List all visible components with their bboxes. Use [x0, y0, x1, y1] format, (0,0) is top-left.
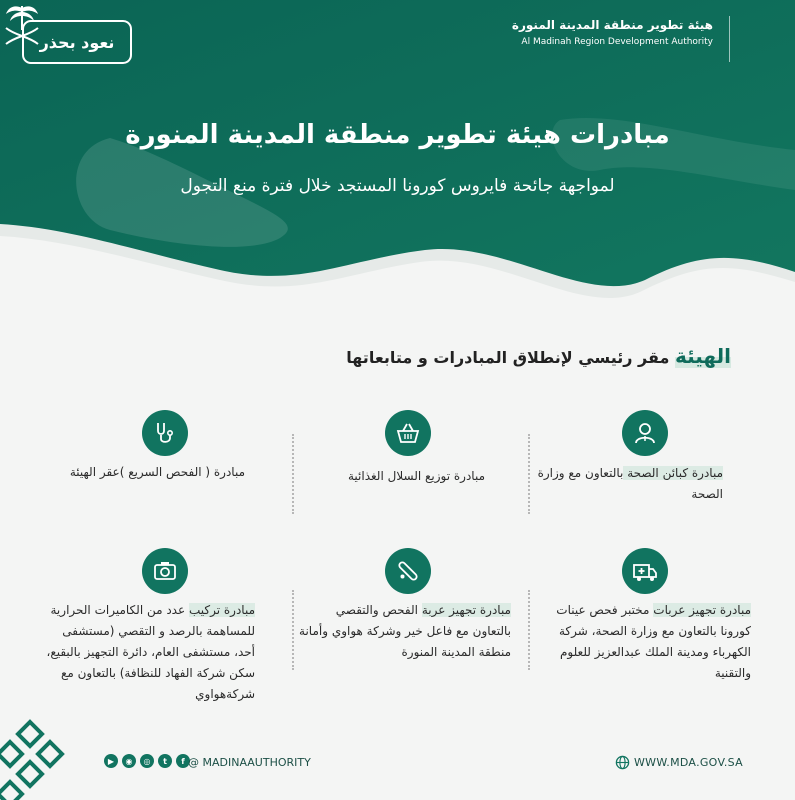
stethoscope-icon: [142, 410, 188, 456]
initiative-health-cabins-highlight: مبادرة كبائن الصحة: [623, 466, 723, 480]
campaign-badge: نعود بحذر: [22, 20, 132, 64]
ornament-icon: [0, 716, 70, 800]
twitter-icon[interactable]: t: [158, 754, 172, 768]
initiative-testing-vehicle: [299, 600, 511, 663]
initiative-testing-vehicle-highlight: مبادرة تجهيز عربة: [421, 603, 511, 617]
page-title: مبادرات هيئة تطوير منطقة المدينة المنورة: [125, 120, 670, 150]
instagram-icon[interactable]: ◎: [140, 754, 154, 768]
initiative-food-baskets: [275, 466, 485, 487]
initiative-thermal-cameras-highlight: مبادرة تركيب: [188, 603, 255, 617]
facebook-icon[interactable]: f: [176, 754, 190, 768]
header-divider: [729, 16, 730, 62]
authority-name-ar: هيئة تطوير منطقة المدينة المنورة: [511, 18, 713, 32]
page-subtitle: لمواجهة جائحة فايروس كورونا المستجد خلال فترة منع التجول: [180, 176, 615, 196]
initiative-rapid-test: [25, 462, 245, 483]
camera-icon: [142, 548, 188, 594]
basket-icon: [385, 410, 431, 456]
section-headline: [311, 344, 731, 368]
authority-name-en: Al Madinah Region Development Authority: [521, 37, 713, 47]
website-link[interactable]: WWW.MDA.GOV.SA: [634, 756, 743, 769]
initiative-health-cabins: [523, 463, 723, 505]
column-separator: [528, 590, 530, 670]
hero-banner: [0, 0, 795, 310]
palm-swords-emblem-icon: [0, 0, 44, 50]
thermometer-icon: [385, 548, 431, 594]
authority-name: [512, 18, 713, 47]
initiative-food-baskets-text: مبادرة توزيع السلال الغذائية: [347, 469, 485, 483]
headline-text: مقر رئيسي لإنطلاق المبادرات و متابعاتها: [346, 348, 675, 367]
headline-accent: الهيئة: [674, 344, 731, 368]
initiative-lab-vehicles-highlight: مبادرة تجهيز عربات: [653, 603, 751, 617]
initiative-thermal-cameras-text: عدد من الكاميرات الحرارية للمساهمة بالرصد و التقصي (مستشفى أحد، مستشفى العام، دائرة التجهيز بالبقيع، سكن شركة الفهاد للنظافة) بالتعاون مع شركةهواوي: [46, 603, 255, 701]
initiative-thermal-cameras: [41, 600, 255, 705]
initiative-lab-vehicles: [535, 600, 751, 684]
initiative-rapid-test-text: مبادرة ( الفحص السريع )عقر الهيئة: [69, 465, 245, 479]
social-handle[interactable]: @ MADINAAUTHORITY: [188, 756, 311, 769]
initiative-lab-vehicles-text: مختبر فحص عينات كورونا بالتعاون مع وزارة الصحة، شركة الكهرباء ومدينة الملك عبدالعزيز للعلوم والتقنية: [556, 603, 751, 680]
doctor-icon: [622, 410, 668, 456]
social-icons: [104, 754, 190, 768]
initiative-testing-vehicle-text: الفحص والتقصي بالتعاون مع فاعل خير وشركة هواوي وأمانة منطقة المدينة المنورة: [299, 603, 511, 659]
youtube-icon[interactable]: ▶: [104, 754, 118, 768]
snapchat-icon[interactable]: ◉: [122, 754, 136, 768]
globe-icon: [615, 755, 630, 770]
column-separator: [292, 590, 294, 670]
ambulance-icon: [622, 548, 668, 594]
initiative-health-cabins-text: بالتعاون مع وزارة الصحة: [537, 466, 723, 501]
